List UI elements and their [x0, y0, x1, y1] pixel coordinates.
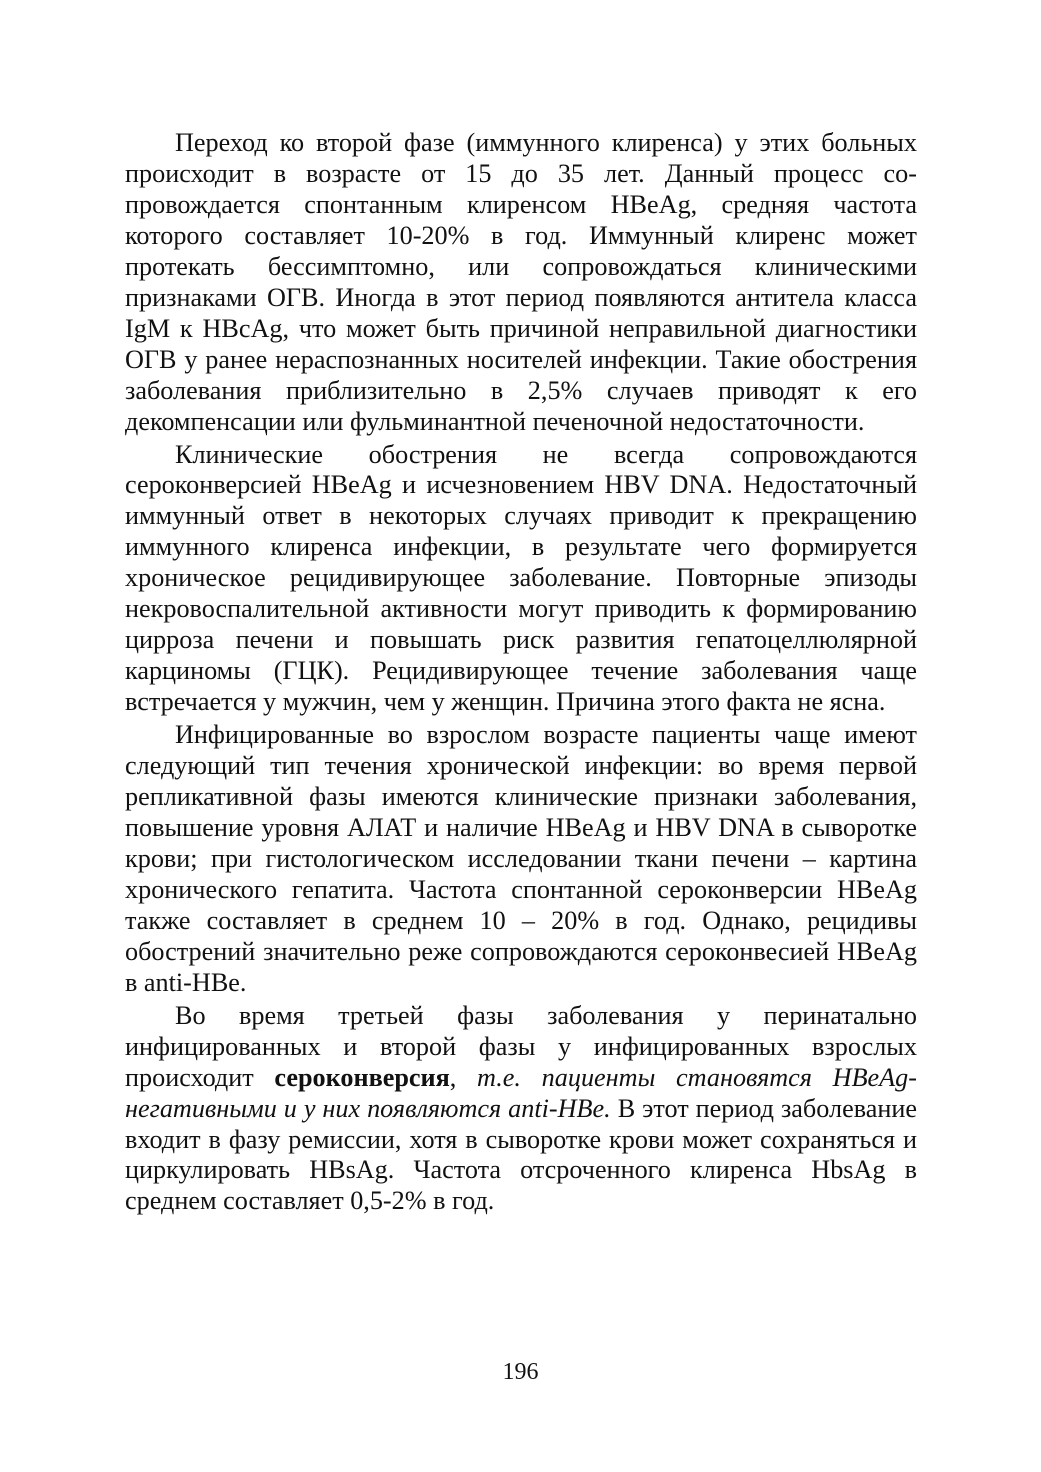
paragraph-clinical-exacerbations: Клинические обострения не всегда сопровождаются сероконверсией HBeAg и исчезновением HBV DNA. Недостаточный иммунный ответ в некоторых случаях приводит к прекращению иммунного клиренса инфекции, в результате чего формируется хроническое рецидивирующее заболевание. Повторные эпизоды некровоспалительной активности могут приводить к формированию цирроза печени и повышать риск развития гепатоцеллюлярной карциномы (ГЦК). Рецидивирующее течение заболевания чаще встречается у мужчин, чем у женщин. Причина этого факта не ясна. — [125, 439, 917, 717]
italic-definition: т.е. пациенты становятся HBeAg-негативными и у них появляются anti-HBe. — [125, 1062, 917, 1123]
paragraph-text-end: В этот период заболевание входит в фазу ремиссии, хотя в сыворотке крови может сохраняться и циркулировать HBsAg. Частота отсроченного клиренса HbsAg в среднем составляет 0,5-2% в год. — [125, 1093, 917, 1216]
paragraph-seroconversion — [125, 1001, 917, 1218]
bold-term-seroconversion: сероконверсия — [274, 1062, 450, 1092]
body-text — [125, 128, 917, 1219]
page-number: 196 — [502, 1359, 539, 1385]
comma-separator: , — [449, 1062, 478, 1092]
paragraph-text-start: Во время третьей фазы заболевания у перинатально инфицированных и второй фазы у инфицированных взрослых происходит — [125, 1000, 917, 1092]
paragraph-adult-infection: Инфицированные во взрослом возрасте пациенты чаще имеют следующий тип течения хронической инфекции: во время первой репликативной фазы имеются клинические признаки заболевания, повышение уровня АЛАТ и наличие HBeAg и HBV DNA в сыворотке крови; при гистологическом исследовании ткани печени – картина хронического гепатита. Частота спонтанной сероконверсии HBeAg также составляет в среднем 10 – 20% в год. Однако, рецидивы обострений значительно реже сопровождаются сероконвесией HBeAg в anti-HBe. — [125, 720, 917, 997]
paragraph-immune-clearance: Переход ко второй фазе (иммунного клиренса) у этих больных происходит в возрасте от 15 до 35 лет. Данный процесс сопровождается спонтанным клиренсом HBeAg, средняя частота которого составляет 10-20% в год. Иммунный клиренс может протекать бессимптомно, или сопровождаться клиническими признаками ОГВ. Иногда в этот период появляются антитела класса IgM к HBcAg, что может быть причиной неправильной диагностики ОГВ у ранее нераспознанных носителей инфекции. Такие обострения заболевания приблизительно в 2,5% случаев приводят к его декомпенсации или фульминантной печеночной недостаточности. — [125, 128, 917, 436]
